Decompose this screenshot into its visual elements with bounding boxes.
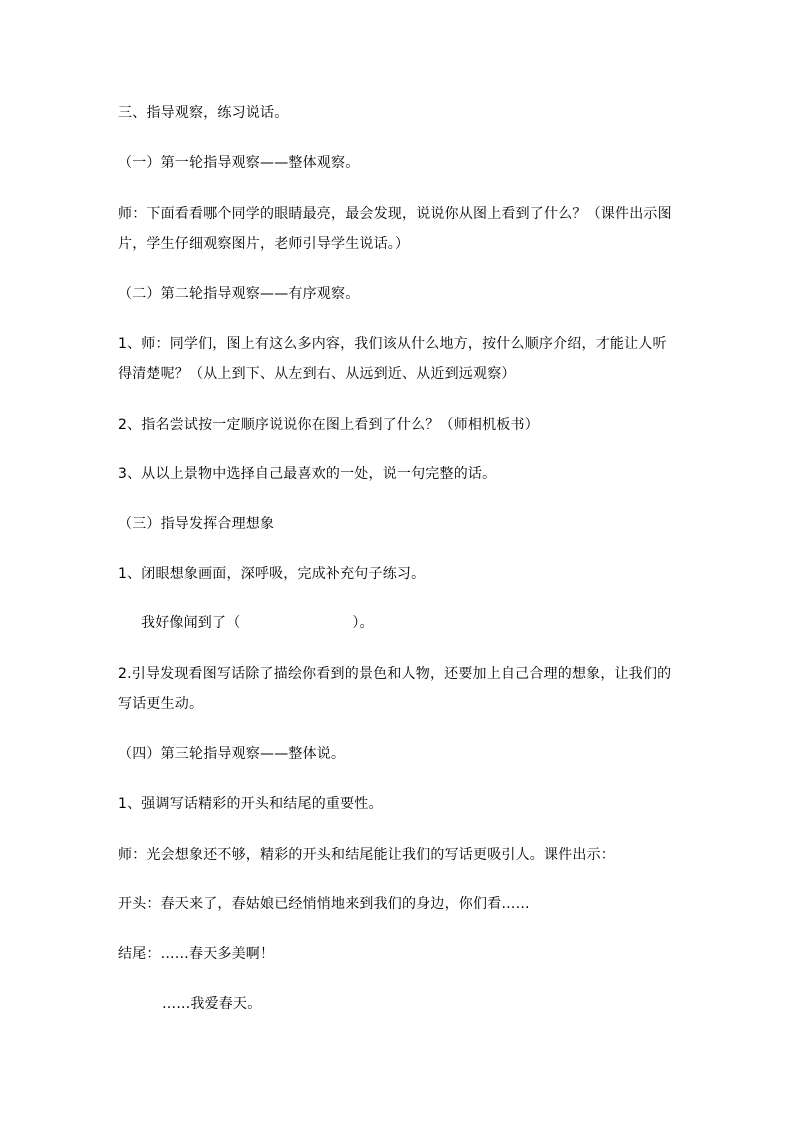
list-item-2-3: 3、从以上景物中选择自己最喜欢的一处，说一句完整的话。 [118,466,497,482]
subsection-round-4: （四）第三轮指导观察——整体说。 [118,746,346,762]
ending-example-1: 结尾：……春天多美啊！ [118,946,275,962]
list-item-2-1: 1、师：同学们，图上有这么多内容，我们该从什么地方，按什么顺序介绍，才能让人听得清楚呢？（从上到下、从左到右、从远到近、从近到远观察） [118,336,667,382]
fill-in-suffix: ）。 [352,615,374,631]
ending-example-2: ……我爱春天。 [162,996,262,1012]
subsection-round-1: （一）第一轮指导观察——整体观察。 [118,155,360,171]
list-item-4-1: 1、强调写话精彩的开头和结尾的重要性。 [118,796,383,812]
teacher-prompt-1: 师：下面看看哪个同学的眼睛最亮，最会发现，说说你从图上看到了什么？（课件出示图片，学生仔细观察图片，老师引导学生说话。） [118,206,672,252]
list-item-3-2: 2.引导发现看图写话除了描绘你看到的景色和人物，还要加上自己合理的想象，让我们的写话更生动。 [118,666,672,712]
subsection-round-3: （三）指导发挥合理想象 [118,516,275,532]
section-heading: 三、指导观察，练习说话。 [118,105,289,121]
list-item-2-2: 2、指名尝试按一定顺序说说你在图上看到了什么？（师相机板书） [118,417,539,433]
teacher-prompt-2: 师：光会想象还不够，精彩的开头和结尾能让我们的写话更吸引人。课件出示： [118,847,615,863]
opening-example: 开头：春天来了，春姑娘已经悄悄地来到我们的身边，你们看…… [118,896,530,912]
fill-in-sentence [141,613,701,633]
list-item-3-1: 1、闭眼想象画面，深呼吸，完成补充句子练习。 [118,566,426,582]
fill-in-prefix: 我好像闻到了（ [141,615,241,631]
subsection-round-2: （二）第二轮指导观察——有序观察。 [118,286,360,302]
